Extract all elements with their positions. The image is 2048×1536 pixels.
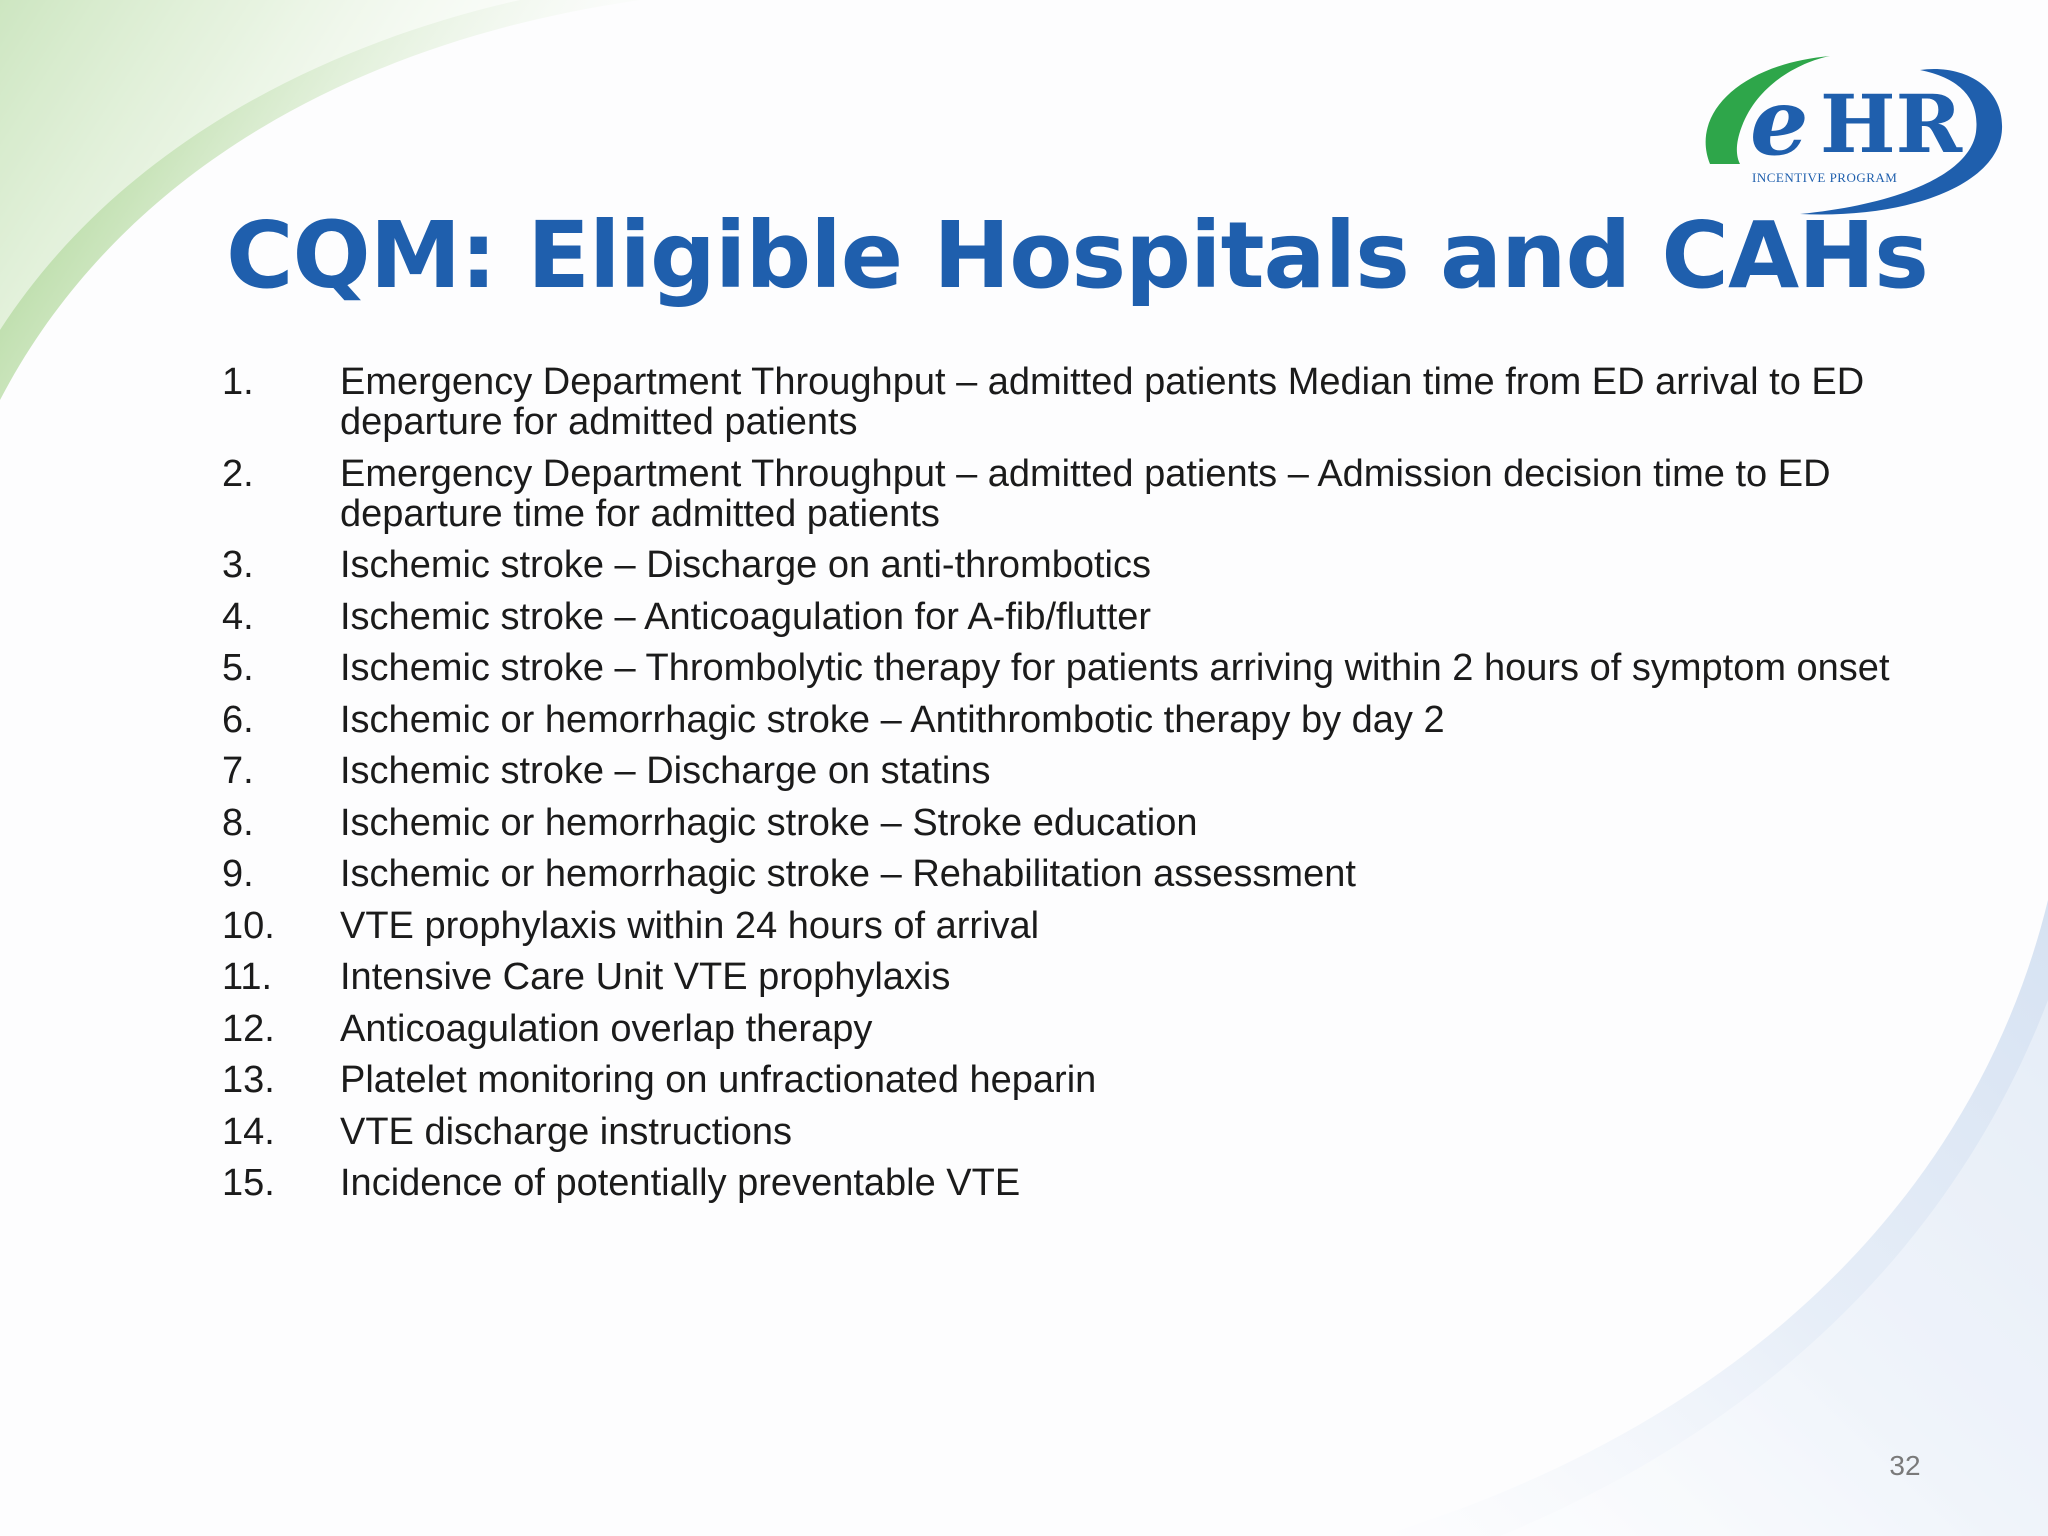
list-item-number: 6. [222, 698, 254, 741]
list-item-text: Ischemic stroke – Anticoagulation for A-fib/flutter [340, 595, 1152, 638]
logo-subtitle: INCENTIVE PROGRAM [1752, 170, 1898, 185]
list-item [222, 1163, 1922, 1203]
list-item-number: 9. [222, 853, 254, 895]
list-item-number: 11. [222, 956, 273, 998]
list-item [222, 545, 1922, 585]
list-item [222, 1009, 1922, 1049]
logo-e-glyph: e [1750, 68, 1809, 176]
list-item-number: 8. [222, 801, 254, 844]
list-item-number: 10. [222, 904, 275, 947]
list-item-text: Ischemic stroke – Discharge on anti-thrombotics [340, 544, 1151, 586]
list-item [222, 751, 1922, 791]
ehr-logo [1680, 44, 2010, 224]
list-item-text: Ischemic or hemorrhagic stroke – Rehabilitation assessment [340, 853, 1356, 895]
list-item-number: 12. [222, 1007, 275, 1050]
list-item-number: 1. [222, 361, 254, 403]
list-item-text: VTE prophylaxis within 24 hours of arrival [340, 904, 1040, 947]
list-item-text: Ischemic or hemorrhagic stroke – Stroke education [340, 801, 1198, 844]
slide-title: CQM: Eligible Hospitals and CAHs [226, 202, 1928, 309]
list-item-number: 7. [222, 750, 254, 792]
logo-hr-glyph: HR [1820, 77, 1963, 171]
list-item-number: 14. [222, 1110, 275, 1153]
list-item-text: Ischemic stroke – Discharge on statins [340, 750, 991, 792]
list-item [222, 1112, 1922, 1152]
list-item-text: Ischemic stroke – Thrombolytic therapy for patients arriving within 2 hours of symptom onset [340, 647, 1890, 689]
list-item-number: 2. [222, 452, 254, 495]
list-item-text: Anticoagulation overlap therapy [340, 1007, 873, 1050]
list-item-number: 4. [222, 595, 254, 638]
list-item [222, 906, 1922, 946]
list-item [222, 454, 1922, 534]
list-item-number: 3. [222, 544, 254, 586]
list-item [222, 1060, 1922, 1100]
list-item [222, 648, 1922, 688]
list-item-text: Emergency Department Throughput – admitted patients – Admission decision time to ED departure time for admitted patients [340, 452, 1831, 535]
list-item-text: Platelet monitoring on unfractionated heparin [340, 1059, 1097, 1101]
list-item-text: Ischemic or hemorrhagic stroke – Antithrombotic therapy by day 2 [340, 698, 1445, 741]
list-item-number: 5. [222, 647, 254, 689]
list-item [222, 700, 1922, 740]
list-item [222, 803, 1922, 843]
list-item-number: 13. [222, 1059, 275, 1101]
list-item-text: Emergency Department Throughput – admitted patients Median time from ED arrival to ED departure for admitted patients [340, 361, 1865, 443]
list-item [222, 957, 1922, 997]
list-item [222, 854, 1922, 894]
measure-list [222, 362, 1922, 1215]
list-item-text: VTE discharge instructions [340, 1110, 792, 1153]
list-item [222, 362, 1922, 442]
list-item-number: 15. [222, 1162, 275, 1204]
list-item-text: Intensive Care Unit VTE prophylaxis [340, 956, 951, 998]
page-number: 32 [1889, 1450, 1921, 1481]
list-item [222, 597, 1922, 637]
list-item-text: Incidence of potentially preventable VTE [340, 1162, 1021, 1204]
